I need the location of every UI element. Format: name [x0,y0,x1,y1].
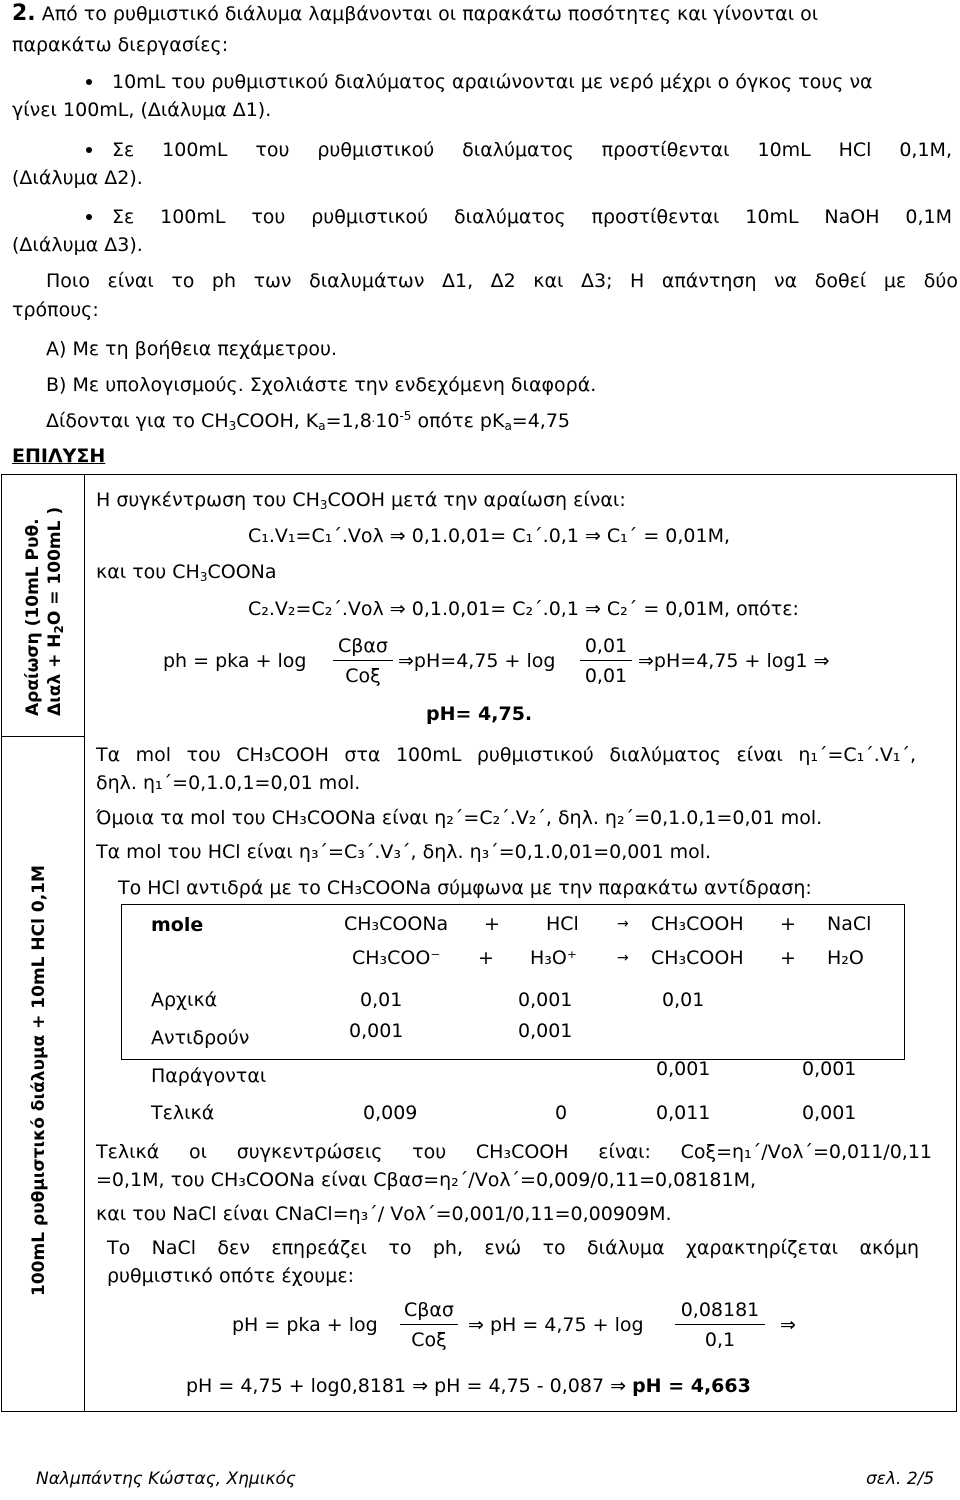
s1-result: pH= 4,75. [426,703,533,725]
table-cell: 0,001 [656,1058,711,1080]
side-column-divider [84,474,85,1412]
eq1-mid: ⇒pH=4,75 + log [398,650,556,672]
footer-page: σελ. 2/5 [866,1469,935,1489]
table-cell: 0,011 [656,1102,711,1124]
table-cell: 0,01 [662,989,705,1011]
fraction-bar [400,1324,458,1325]
bullet-dot [86,147,92,153]
s2-moles-1-cont: δηλ. η₁΄=0,1.0,1=0,01 mol. [96,772,361,794]
table-cell: 0,001 [802,1102,857,1124]
bullet-2-line-2: (Διάλυμα Δ2). [12,167,143,189]
eq-row-2-plus: + [478,947,494,969]
s2-nacl-comment: Το NaCl δεν επηρεάζει το ph, ενώ το διάλυμα χαρακτηρίζεται ακόμη [107,1237,919,1259]
bullet-1-line-1: 10mL του ρυθμιστικού διαλύματος αραιώνονται με νερό μέχρι ο όγκος τους να [112,71,873,93]
table-cell: 0,001 [349,1020,404,1042]
eq-row-2-product-2: H₂O [827,947,864,969]
table-cell: 0,001 [518,989,573,1011]
part-b: Β) Με υπολογισμούς. Σχολιάστε την ενδεχόμενη διαφορά. [46,374,597,396]
eq2-end: ⇒ [780,1314,796,1336]
section-divider [1,736,84,737]
s2-reaction-intro: Το HCl αντιδρά με το CH₃COONa σύμφωνα με την παρακάτω αντίδραση: [118,877,812,899]
eq2-mid: ⇒ pH = 4,75 + log [468,1314,644,1336]
row-label-final: Τελικά [151,1102,215,1124]
row-label-react: Αντιδρούν [151,1027,250,1049]
bullet-1-line-2: γίνει 100mL, (Διάλυμα Δ1). [12,99,272,121]
s2-final-conc: Τελικά οι συγκεντρώσεις του CH₃COOH είναι: Cοξ=η₁΄/Vολ΄=0,011/0,11 [96,1141,932,1163]
footer-author: Ναλμπάντης Κώστας, Χημικός [36,1469,296,1489]
solution-heading: ΕΠΙΛΥΣΗ [12,445,106,467]
question-line-1 [12,2,818,26]
s2-moles-2: Όμοια τα mol του CH₃COONa είναι η₂΄=C₂΄.V₂΄, δηλ. η₂΄=0,1.0,1=0,01 mol. [96,807,823,829]
given-constants: Δίδονται για το $CH_3COOH$, $K_a=1,8\cdot 10^{-5}$ οπότε $pK_a=4,75$ [46,409,571,433]
fraction-bar [675,1324,765,1325]
eq-row-2-plus-2: + [780,947,796,969]
eq2-den-1: Cοξ [411,1329,447,1351]
eq1-den-2: 0,01 [584,665,628,687]
question-number: 2. [12,1,36,26]
table-cell: 0,009 [363,1102,418,1124]
eq-row-2-reactant-1: CH₃COO⁻ [352,947,441,969]
eq1-num-2: 0,01 [584,635,628,657]
eq1-den-1: Cοξ [345,665,381,687]
table-cell: 0,001 [518,1020,573,1042]
table-header-mole: mole [151,914,204,936]
table-cell: 0 [555,1102,568,1124]
side-label-dilution: Αραίωση (10mL Ρυθ. $\Delta\iota\alpha\lambda + H_2O = 100mL$ ) [23,506,66,716]
eq-row-1-product-2: NaCl [827,913,872,935]
row-label-initial: Αρχικά [151,989,218,1011]
table-cell: 0,001 [802,1058,857,1080]
bullet-dot [86,79,92,85]
eq-row-2-product-1: CH₃COOH [651,947,744,969]
s2-final-result: pH = 4,75 + log0,8181 ⇒ pH = 4,75 - 0,087 ⇒ pH = 4,663 [186,1375,751,1397]
question-ask-cont: τρόπους: [12,299,99,321]
eq2-lhs: pH = pka + log [232,1314,378,1336]
fraction-bar [333,660,393,661]
s1-line-1: Η συγκέντρωση του $CH_3COOH$ μετά την αραίωση είναι: [96,489,626,512]
eq-row-1-product-1: CH₃COOH [651,913,744,935]
eq1-lhs: ph = pka + log [163,650,307,672]
side-label-hcl-addition: 100mL ρυθμιστικό διάλυμα + 10mL HCl 0,1M [29,865,49,1296]
table-cell: 0,01 [360,989,403,1011]
part-a: Α) Με τη βοήθεια πεχάμετρου. [46,338,338,360]
bullet-dot [86,214,92,220]
row-label-produced: Παράγονται [151,1065,267,1087]
s2-moles-3: Τα mol του HCl είναι η₃΄=C₃΄.V₃΄, δηλ. η₃΄=0,1.0,01=0,001 mol. [96,841,712,863]
question-intro: Από το ρυθμιστικό διάλυμα λαμβάνονται οι παρακάτω ποσότητες και γίνονται οι [41,3,819,25]
s2-nacl-comment-cont: ρυθμιστικό οπότε έχουμε: [107,1265,355,1287]
bullet-2-line-1: Σε 100mL του ρυθμιστικού διαλύματος προστίθενται 10mL HCl 0,1M, [112,139,952,161]
eq1-end: ⇒pH=4,75 + log1 ⇒ [638,650,830,672]
fraction-bar [580,660,632,661]
eq-row-1-reactant-2: HCl [546,913,579,935]
bullet-3-line-1: Σε 100mL του ρυθμιστικού διαλύματος προστίθενται 10mL NaOH 0,1M [112,206,952,228]
s2-final-conc-cont: =0,1M, του CH₃COONa είναι Cβασ=η₂΄/Vολ΄=0,009/0,11=0,08181M, [96,1169,756,1191]
question-ask: Ποιο είναι το ph των διαλυμάτων Δ1, Δ2 και Δ3; Η απάντηση να δοθεί με δύο [46,270,958,292]
s1-line-2: C₁.V₁=C₁΄.Vολ ⇒ 0,1.0,01= C₁΄.0,1 ⇒ C₁΄ = 0,01M, [248,525,731,547]
eq2-num-2: 0,08181 [680,1299,760,1321]
reaction-arrow: → [617,950,629,966]
eq-row-2-reactant-2: H₃O⁺ [530,947,577,969]
eq2-num-1: Cβασ [404,1299,454,1321]
eq-row-1-reactant-1: CH₃COONa [344,913,449,935]
s2-nacl-conc: και του NaCl είναι CNaCl=η₃΄/ Vολ΄=0,001/0,11=0,00909M. [96,1203,672,1225]
s2-moles-1: Τα mol του CH₃COOH στα 100mL ρυθμιστικού διαλύματος είναι η₁΄=C₁΄.V₁΄, [96,744,916,766]
eq-row-1-plus-2: + [780,913,796,935]
bullet-3-line-2: (Διάλυμα Δ3). [12,234,143,256]
eq1-num-1: Cβασ [338,635,388,657]
eq-row-1-plus: + [484,913,500,935]
eq2-den-2: 0,1 [704,1329,736,1351]
reaction-arrow: → [617,916,629,932]
s1-line-4: C₂.V₂=C₂΄.Vολ ⇒ 0,1.0,01= C₂΄.0,1 ⇒ C₂΄ = 0,01M, οπότε: [248,598,799,620]
question-intro-cont: παρακάτω διεργασίες: [12,34,229,56]
s1-line-3: και του $CH_3COONa$ [96,561,277,584]
